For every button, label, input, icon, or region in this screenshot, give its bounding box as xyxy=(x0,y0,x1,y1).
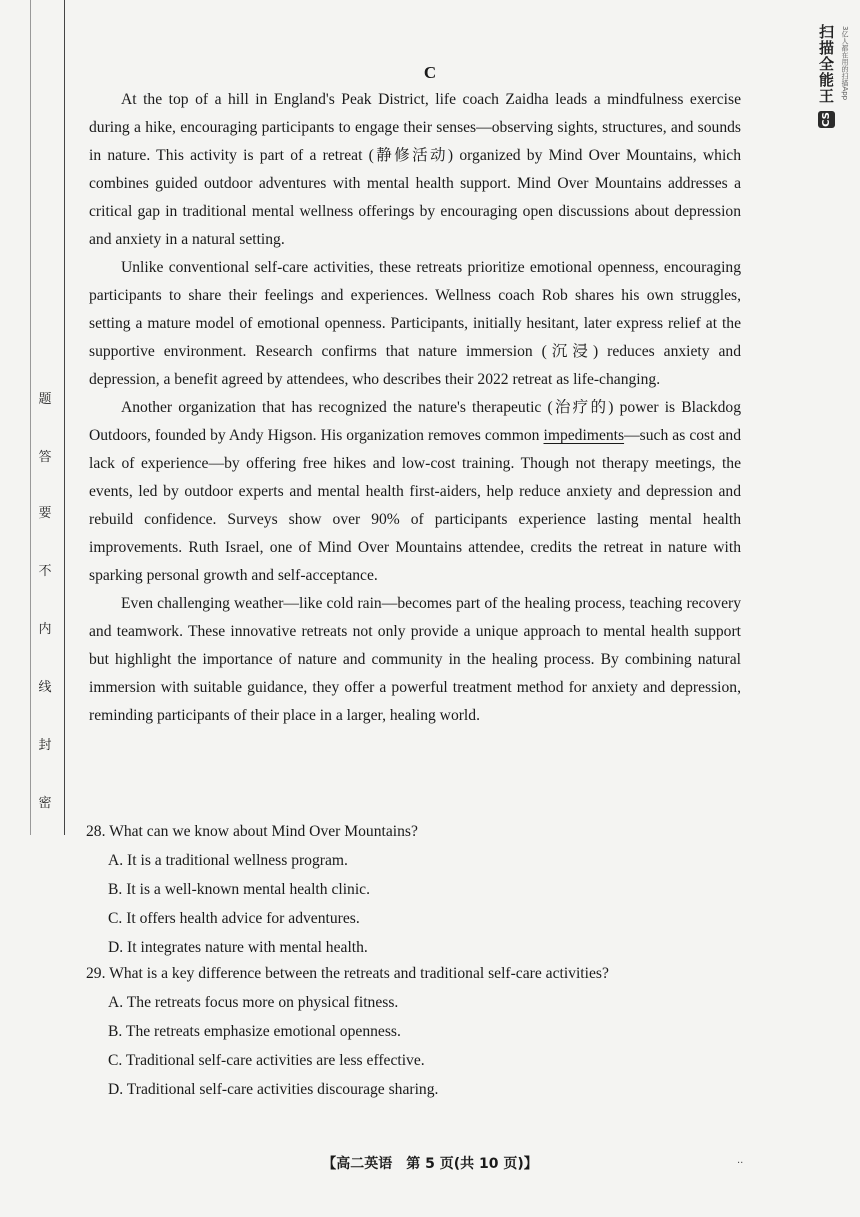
underlined-word: impediments xyxy=(543,427,625,444)
scanner-tagline: 3亿人都在用的扫描App xyxy=(841,26,849,101)
question-28 xyxy=(86,818,746,962)
seal-char: 题 xyxy=(38,392,52,407)
seal-char: 密 xyxy=(38,796,52,811)
scanner-app-name: 扫描全能王 xyxy=(817,24,835,104)
reading-passage xyxy=(89,86,741,730)
question-stem: 29. What is a key difference between the retreats and traditional self-care activities? xyxy=(86,965,609,982)
binding-line xyxy=(64,0,65,835)
option-d[interactable]: D. It integrates nature with mental health. xyxy=(108,939,368,956)
seal-char: 答 xyxy=(38,450,52,465)
option-c[interactable]: C. Traditional self-care activities are less effective. xyxy=(108,1052,425,1069)
passage-paragraph-1: At the top of a hill in England's Peak District, life coach Zaidha leads a mindfulness exercise during a hike, encouraging participants to engage their senses—observing sights, structures, and sounds in nature. This activity is part of a retreat (静修活动) organized by Mind Over Mountains, which combines guided outdoor adventures with mental health support. Mind Over Mountains addresses a critical gap in traditional mental wellness offerings by encouraging open discussions about depression and anxiety in a natural setting. xyxy=(89,91,741,248)
seal-line-notice xyxy=(33,388,57,818)
question-29 xyxy=(86,960,746,1104)
cs-logo-icon: CS xyxy=(818,111,835,128)
option-c[interactable]: C. It offers health advice for adventures. xyxy=(108,910,360,927)
option-b[interactable]: B. The retreats emphasize emotional openness. xyxy=(108,1023,401,1040)
binding-outer-line xyxy=(30,0,31,835)
option-b[interactable]: B. It is a well-known mental health clinic. xyxy=(108,881,370,898)
passage-paragraph-2: Unlike conventional self-care activities, these retreats prioritize emotional openness, encouraging participants to share their feelings and experiences. Wellness coach Rob shares his own struggles, setting a mature model of emotional openness. Participants, initially hesitant, later express relief at the supportive environment. Research confirms that nature immersion (沉浸) reduces anxiety and depression, a benefit agreed by attendees, who describes their 2022 retreat as life-changing. xyxy=(89,259,741,388)
page-footer: 【高二英语 第 5 页(共 10 页)】 xyxy=(322,1156,538,1172)
seal-char: 不 xyxy=(38,564,52,579)
footer-mark: ·· xyxy=(737,1158,744,1169)
paragraph-3-text-a: Another organization that has recognized the nature's therapeutic (治疗的) power is Blackdog Outdoors, founded by Andy Higson. His organization removes common xyxy=(89,399,741,444)
question-stem: 28. What can we know about Mind Over Mountains? xyxy=(86,823,418,840)
option-a[interactable]: A. It is a traditional wellness program. xyxy=(108,852,348,869)
passage-paragraph-3 xyxy=(89,394,741,590)
option-a[interactable]: A. The retreats focus more on physical fitness. xyxy=(108,994,399,1011)
passage-paragraph-4: Even challenging weather—like cold rain—becomes part of the healing process, teaching recovery and teamwork. These innovative retreats not only provide a unique approach to mental health support but highlight the importance of nature and community in the healing process. By combining natural immersion with suitable guidance, they offer a powerful treatment method for anxiety and depression, reminding participants of their place in a larger, healing world. xyxy=(89,595,741,724)
paragraph-3-text-b: —such as cost and lack of experience—by offering free hikes and low-cost training. Though not therapy meetings, the events, led by outdoor experts and mental health first-aiders, help reduce anxiety and depression and rebuild confidence. Surveys show over 90% of participants experience lasting mental health improvements. Ruth Israel, one of Mind Over Mountains attendee, credits the retreat in nature with sparking personal growth and self-acceptance. xyxy=(89,427,741,584)
seal-char: 线 xyxy=(38,680,52,695)
seal-char: 要 xyxy=(38,506,52,521)
option-d[interactable]: D. Traditional self-care activities discourage sharing. xyxy=(108,1081,439,1098)
seal-char: 内 xyxy=(38,622,52,637)
seal-char: 封 xyxy=(38,738,52,753)
section-heading: C xyxy=(423,63,437,82)
